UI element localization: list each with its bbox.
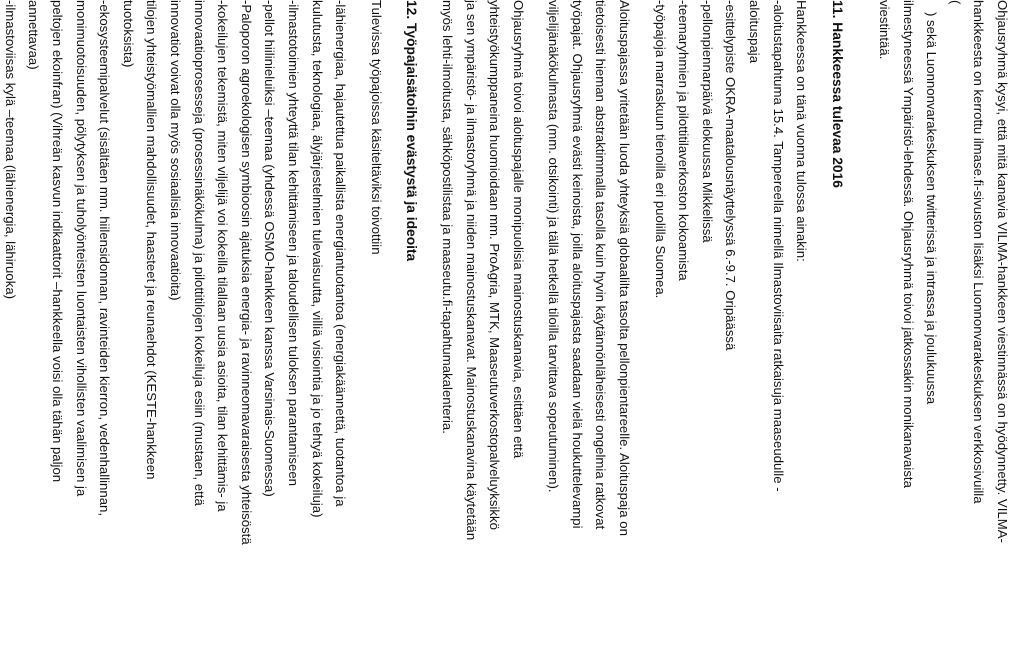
- text-line: ) sekä Luonnonvarakeskuksen twitterissä ja intrassa ja joulukuussa: [924, 12, 940, 405]
- text-line: Aloituspajassa yritetään luoda yhteyksiä globaalilta tasolta pellonpientareelle. Aloituspaja on: [617, 0, 633, 536]
- list-item: -kokeilujen tekemistä, miten viljelijä voi kokeilla tilallaan uusia asioita, tilan kehittämis- ja: [215, 0, 231, 512]
- text-line: yhteistyökumppaneina huomioidaan mm. ProAgria, MTK, Maaseutuverkostopalveluyksikkö: [487, 0, 503, 530]
- text-line: Tulevissa työpajoissa käsiteltäviksi toivottiin: [368, 0, 384, 255]
- section-11-list: [648, 0, 813, 639]
- text-line: työpajat. Ohjausryhmä evästi keinoista, joilla aloituspajasta saadaan vielä houkuttelevampi: [569, 0, 585, 529]
- text-line: ja sen ympäristö- ja ilmastoryhmä ja niiden mainostuskanavat. Mainostuskanavina käytetään: [463, 0, 479, 541]
- text-line: (: [947, 0, 963, 5]
- text-line: viestintää.: [877, 0, 893, 60]
- list-item: -lähienergiaa, hajautettua paikallista energiantuotantoa (energiakäännettä, tuotantoa ja: [333, 0, 349, 507]
- list-item: -ilmastoviisas kylä –teemaa (lähienergia, lähiruoka): [2, 0, 18, 300]
- text-line: tietoisesti hieman abstraktimmalla tasolla kuin hyvin käytännönläheisesti ongelmia ratkovat: [593, 0, 609, 530]
- text-line: viljelijänäkökulmasta (mm. otsikointi) ja tällä hetkellä tiloilla tarvittava sopeutuminen).: [546, 0, 562, 493]
- list-item: aloituspaja: [747, 0, 763, 64]
- list-item: annettavaa): [26, 0, 42, 70]
- list-item: -pellot hiilinieluiksi –teemaa (yhdessä OSMO-hankkeen kanssa Varsinais-Suomessa): [262, 0, 278, 497]
- list-item: -aloitustapahtuma 15.4. Tampereella nimellä Ilmastoviisaita ratkaisuja maaseudulle -: [770, 0, 786, 492]
- list-item: -teemaryhmien ja pilottitilaverkoston kokoamista: [676, 0, 692, 281]
- list-item: monimuotoisuuden, pölytyksen ja tuholyönteisten luontaisten vihollisten vaalimisen ja: [73, 0, 89, 497]
- section-12-list: [0, 0, 388, 639]
- list-item: -ekosysteemipalvelut (sisältäen mm. hiilensidonnan, ravinteiden kierron, vedenhallinnan,: [97, 0, 113, 517]
- list-item: -Paloporon agroekologisen symbioosin ajatuksia energia- ja ravinneomavaraisesta yhteisöstä: [238, 0, 254, 545]
- text-line: Hankkeessa on tänä vuonna tulossa ainakin:: [794, 0, 810, 262]
- list-item: innovaatioprosesseja (prosessinäkökulma) ja pilottitilojen kokeiluja esiin (mustaen, että: [191, 0, 207, 506]
- list-item: kulutusta, teknologiaa, älyjärjestelmien tulevaisuutta, villiä visiointia ja jo tehtyä kokeiluja): [309, 0, 325, 518]
- intro-paragraph: [872, 0, 1014, 639]
- list-item: -työpajoja marraskuun tienoilla eri puolilla Suomea.: [652, 0, 668, 299]
- text-line: Ohjausryhmä kysyi, että mitä kanavia VILMA-hankkeen viestinnässä on hyödynnetty. VILMA-: [995, 0, 1010, 543]
- section-heading-11: 11. Hankkeessa tulevaa 2016: [829, 0, 845, 188]
- list-item: -esittelypiste OKRA-maatalousnäyttelyssä 6.-9.7. Oripäässä: [723, 0, 739, 351]
- list-item: peltojen ekoinfran) (Vihreän kasvun indikaattorit –hankkeella voisi olla tähän paljon: [50, 0, 66, 483]
- section-11-paragraph-3: [435, 0, 529, 639]
- list-item: innovatiot voivat olla myös sosiaalisia innovaatioita): [168, 0, 183, 301]
- text-line: myös lehti-ilmoitusta, sähköpostilistaa ja maaseutu.fi-tapahtumakalenteria.: [439, 0, 455, 434]
- list-item: -pellonpiennarpäivä elokuussa Mikkelissä: [699, 0, 715, 243]
- text-line: ilmestyneessä Ympäristö-lehdessä. Ohjausryhmä toivoi jatkossakin monikanavaista: [900, 0, 916, 488]
- text-line: hankkeesta on kerrottu ilmase.fi-sivuston lisäksi Luonnonvarakeskuksen verkkosivuilla: [971, 0, 987, 504]
- section-heading-12: 12. Työpajaisätoihin evästystä ja ideoita: [404, 0, 420, 262]
- list-item: -ilmastotoimien yhteyttä tilan kehittämiseen ja taloudellisen tuloksen parantamiseen: [285, 0, 301, 486]
- section-11-paragraph-2: [542, 0, 636, 639]
- list-item: tilojen yhteistyömallien mahdollisuudet, haasteet ja reunaehdot (KESTE-hankkeen: [144, 0, 160, 480]
- list-item: tuotoksista): [120, 0, 136, 68]
- text-line: Ohjausryhmä toivoi aloituspajalle monipuolisia mainostuskanavia, esittäen että: [510, 0, 526, 459]
